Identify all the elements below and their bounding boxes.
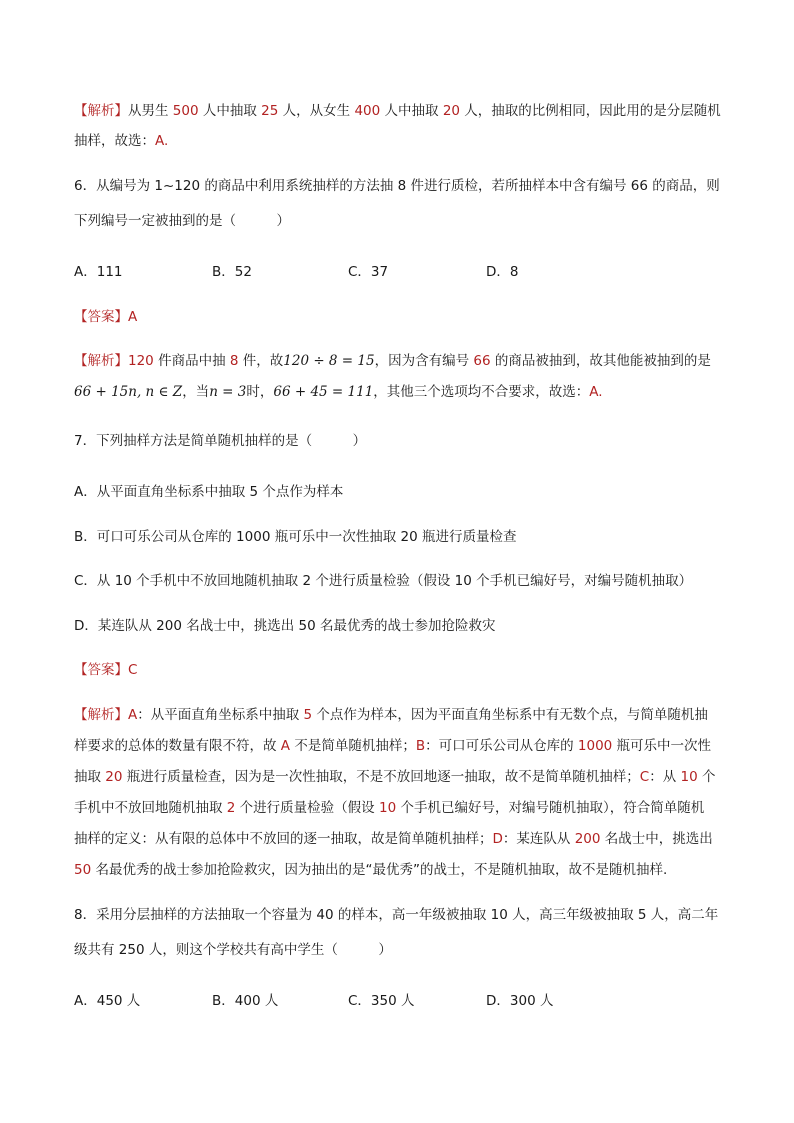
text: 人中抽取 [380,103,443,119]
q7-option-b: B．可口可乐公司从仓库的 1000 瓶可乐中一次性抽取 20 瓶进行质量检查 [74,529,517,545]
answer-tag: 【答案】 [74,662,128,678]
q7-analysis-line-6 [74,860,667,880]
number: 20 [105,769,123,785]
analysis-tag: 【解析】 [74,707,128,723]
text: 手机中不放回地随机抽取 [74,800,227,816]
option-letter: A [128,707,138,723]
text: ：从 [649,769,681,785]
text: 件，故 [238,353,284,369]
text: 人，从女生 [278,103,355,119]
text: 个点作为样本，因为平面直角坐标系中有无数个点，与简单随机抽 [312,707,708,723]
number: 25 [261,103,279,119]
answer-tag: 【答案】 [74,309,128,325]
answer-letter: C [128,662,138,678]
q6-option-c: C．37 [348,264,389,280]
q7-analysis-line-3 [74,767,716,787]
text: 时， [246,384,274,400]
q6-option-b: B．52 [212,264,252,280]
number: 5 [303,707,313,723]
q7-analysis-line-1 [74,705,708,725]
text: ，因为含有编号 [374,353,474,369]
number: 10 [378,800,397,816]
text: 瓶进行质量检查，因为是一次性抽取，不是不放回地逐一抽取，故不是简单随机抽样； [122,769,640,785]
number: 8 [229,353,239,369]
q8-option-b: B．400 人 [212,993,279,1009]
text: 瓶可乐中一次性 [612,738,712,754]
option-letter: C [639,769,650,785]
text: 个手机已编好号，对编号随机抽取），符合简单随机 [396,800,705,816]
number: 1000 [577,738,613,754]
number: 10 [680,769,698,785]
option-letter: B [415,738,426,754]
text: 抽样的定义：从有限的总体中不放回的逐一抽取，故是简单随机抽样； [74,831,493,847]
analysis-tag: 【解析】 [74,103,128,119]
text: ：从平面直角坐标系中抽取 [137,707,304,723]
text: 抽取 [74,769,106,785]
formula: 120 ÷ 8 = 15 [283,353,375,369]
text: ：可口可乐公司从仓库的 [425,738,578,754]
q7-stem: 7．下列抽样方法是简单随机抽样的是（ ） [74,433,367,449]
text: 的商品被抽到，故其他能被抽到的是 [490,353,711,369]
text: 名最优秀的战士参加抢险救灾，因为抽出的是“最优秀”的战士，不是随机抽取，故不是随机抽样. [91,862,668,878]
q5-analysis-line-1 [74,101,721,121]
q6-stem-line-2: 下列编号一定被抽到的是（ ） [74,213,290,229]
option-letter: A [280,738,291,754]
option-letter: D [492,831,503,847]
answer-letter: A [155,133,164,149]
q6-option-a: A．111 [74,264,123,280]
number: 20 [442,103,461,119]
q7-answer [74,660,137,680]
number: 66 [473,353,491,369]
text: 抽样，故选： [74,133,155,149]
analysis-tag: 【解析】 [74,353,128,369]
text: 样要求的总体的数量有限不符，故 [74,738,281,754]
formula: n = 3 [209,384,247,400]
number: 400 [354,103,381,119]
number: 200 [574,831,601,847]
text: ，其他三个选项均不合要求，故选： [373,384,590,400]
number: 50 [74,862,92,878]
answer-letter: A [128,309,138,325]
q6-answer [74,307,137,327]
q8-stem-line-1: 8．采用分层抽样的方法抽取一个容量为 40 的样本，高一年级被抽取 10 人，高三年级被抽取 5 人，高二年 [74,907,719,923]
q6-stem-line-1: 6．从编号为 1~120 的商品中利用系统抽样的方法抽 8 件进行质检，若所抽样本中含有编号 66 的商品，则 [74,178,720,194]
text: 从男生 [128,103,173,119]
text: 不是简单随机抽样； [290,738,416,754]
q6-analysis-line-1 [74,351,711,371]
q7-analysis-line-4 [74,798,704,818]
formula: 66 + 45 = 111 [273,384,374,400]
q6-analysis-line-2 [74,382,603,402]
q7-analysis-line-2 [74,736,711,756]
q8-option-a: A．450 人 [74,993,141,1009]
text: ：某连队从 [502,831,575,847]
text: . [598,384,603,400]
q8-stem-line-2: 级共有 250 人，则这个学校共有高中学生（ ） [74,942,392,958]
number: 2 [226,800,236,816]
text: 件商品中抽 [153,353,230,369]
q7-option-a: A．从平面直角坐标系中抽取 5 个点作为样本 [74,484,344,500]
text: ，当 [182,384,210,400]
text: 个进行质量检验（假设 [235,800,379,816]
text: 个 [697,769,716,785]
q6-option-d: D．8 [486,264,519,280]
text: 人，抽取的比例相同，因此用的是分层随机 [460,103,721,119]
q7-analysis-line-5 [74,829,713,849]
text: . [164,133,169,149]
q7-option-c: C．从 10 个手机中不放回地随机抽取 2 个进行质量检验（假设 10 个手机已编好号，对编号随机抽取） [74,573,693,589]
formula: 66 + 15n, n ∈ Z [74,384,183,400]
q8-option-c: C．350 人 [348,993,415,1009]
answer-letter: A [589,384,599,400]
q5-analysis-line-2 [74,131,168,151]
q8-option-d: D．300 人 [486,993,554,1009]
text: 名战士中，挑选出 [600,831,713,847]
number: 500 [172,103,199,119]
number: 120 [128,353,154,369]
text: 人中抽取 [198,103,262,119]
q7-option-d: D．某连队从 200 名战士中，挑选出 50 名最优秀的战士参加抢险救灾 [74,618,496,634]
